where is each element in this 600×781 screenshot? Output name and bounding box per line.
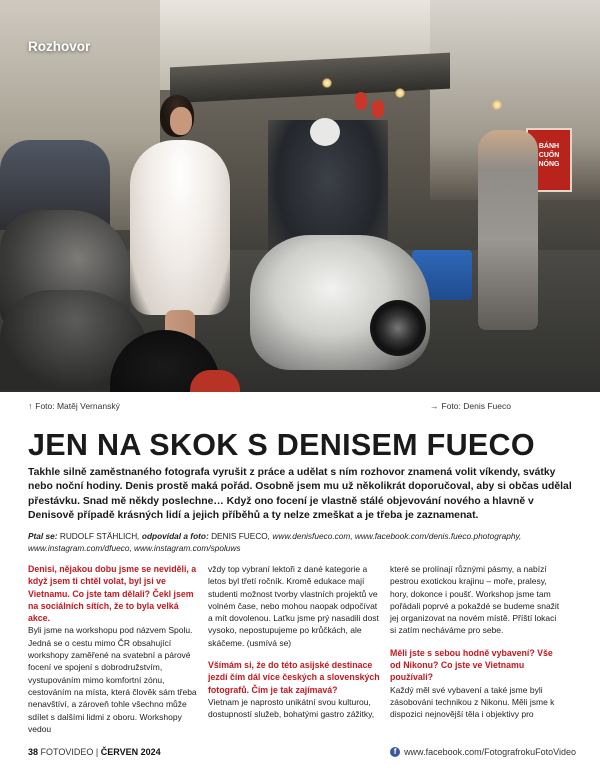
white-dress: [130, 140, 230, 315]
page-footer: [28, 747, 576, 761]
article-lead: Takhle silně zaměstnaného fotografa vyrušit z práce a udělat s ním rozhovor znamená volit víkendy, svátky nebo noční hodiny. Denis prostě maká pořád. Osobně jsem mu už několikrát doporučoval, aby si občas udělal přestávku. Snad mě někdy poslechne… Když ono focení je vlastně stálé objevování nového a hlavně v Denisově případě krásných lidí a jejich příběhů a ty nelze zmeškat a je třeba je zaznamenat.: [28, 467, 572, 521]
question: Denisi, nějakou dobu jsme se neviděli, a když jsem ti chtěl volat, byl jsi ve Vietnamu. Co jste tam dělali? Čekl jsem na sociálních sítích, že to byla velká akce.: [28, 564, 197, 624]
shop-sign-text: BÁNH CUỐN NÓNG: [538, 143, 560, 168]
answer: Vietnam je naprosto unikátní svou kulturou, dostupností služeb, bohatými gastro zážitky,: [208, 696, 375, 720]
byline-asked-label: Ptal se:: [28, 531, 58, 541]
page-number: 38: [28, 747, 39, 757]
photo-credit-right-text: Foto: Denis Fueco: [441, 401, 511, 411]
photo-credit-right: [430, 401, 511, 411]
question: Měli jste s sebou hodně vybavení? Vše od Nikonu? Co jste ve Vietnamu používali?: [390, 647, 553, 683]
question: Všímám si, že do této asijské destinace jezdí čím dál více českých a slovenských fotografů. Čím je tak zajímavá?: [208, 660, 380, 695]
helmet: [310, 118, 340, 146]
facebook-icon: f: [390, 747, 400, 757]
footer-folio: [28, 747, 161, 757]
byline-links: www.denisfueco.com, www.facebook.com/denis.fueco.photography, www.instagram.com/dfueco, www.instagram.com/spoluws: [28, 531, 522, 554]
photo-credit-left-text: Foto: Matěj Vernanský: [35, 401, 120, 411]
article-headline: JEN NA SKOK S DENISEM FUECO: [28, 428, 535, 462]
street-lamp: [492, 100, 502, 110]
standing-man: [478, 130, 538, 330]
scooter-wheel: [370, 300, 426, 356]
byline-answered-label: odpovídal a foto:: [141, 531, 209, 541]
column-2: [208, 563, 382, 721]
social-link[interactable]: www.facebook.com/FotografrokuFotoVideo: [404, 747, 576, 757]
column-1: [28, 563, 202, 735]
byline: Ptal se: RUDOLF STÄHLICH, odpovídal a foto: DENIS FUECO, www.denisfueco.com, www.facebook.com/denis.fueco.photography, www.instagram.com/dfueco, www.instagram.com/spoluws: [28, 531, 522, 554]
answer: vždy top vybraní lektoři z dané kategorie a letos byl třetí ročník. Kromě edukace mají studenti možnost tvorby vlastních projektů ve volném čase, nebo mohou naopak odpočívat a mít dovolenou. Laťku jsme prý nasadili dost vysoko, nepostupujeme po krůčkách, ale skáčeme. (usmívá se): [208, 564, 379, 648]
byline-answered-name: DENIS FUECO: [211, 531, 268, 541]
section-label: Rozhovor: [28, 39, 91, 54]
answer: které se prolínají různými pásmy, a nabízí pestrou exotickou krajinu – moře, pralesy, hory, dokonce i poušť. Workshop jsme tam pořádali poprvé a pokaždé se budeme snažit jej organizovat na novém místě. Příští lokaci si zatím necháváme pro sebe.: [390, 564, 560, 636]
arrow-right-icon: →: [430, 401, 439, 411]
street-lamp: [395, 88, 405, 98]
issue-name: ČERVEN 2024: [100, 747, 161, 757]
photo-credit-left: [28, 401, 120, 411]
column-3: [390, 563, 564, 721]
street-lamp: [322, 78, 332, 88]
lantern: [355, 92, 367, 110]
answer: Byli jsme na workshopu pod názvem Spolu. Jedná se o cestu mimo ČR obsahující workshopy zaměřené na svatební a párové focení ve spojení s dobrodružstvím, vystupováním mimo komfortní zónu, cestováním na místa, která člověk sám třeba nenavštíví, a zároveň tohle všechno může sdílet s dalšími lidmi z oboru. Workshopy vedou: [28, 625, 197, 734]
arrow-up-icon: ↑: [28, 401, 33, 411]
magazine-name: FOTOVIDEO: [40, 747, 94, 757]
footer-separator: |: [95, 747, 99, 757]
lantern: [372, 100, 384, 118]
footer-social: [390, 747, 576, 757]
answer: Každý měl své vybavení a také jsme byli zásobováni technikou z Nikonu. Měli jsme k dispozici nejnovější těla i objektivy pro: [390, 684, 555, 720]
face: [170, 107, 192, 135]
byline-asked-name: RUDOLF STÄHLICH: [59, 531, 138, 541]
